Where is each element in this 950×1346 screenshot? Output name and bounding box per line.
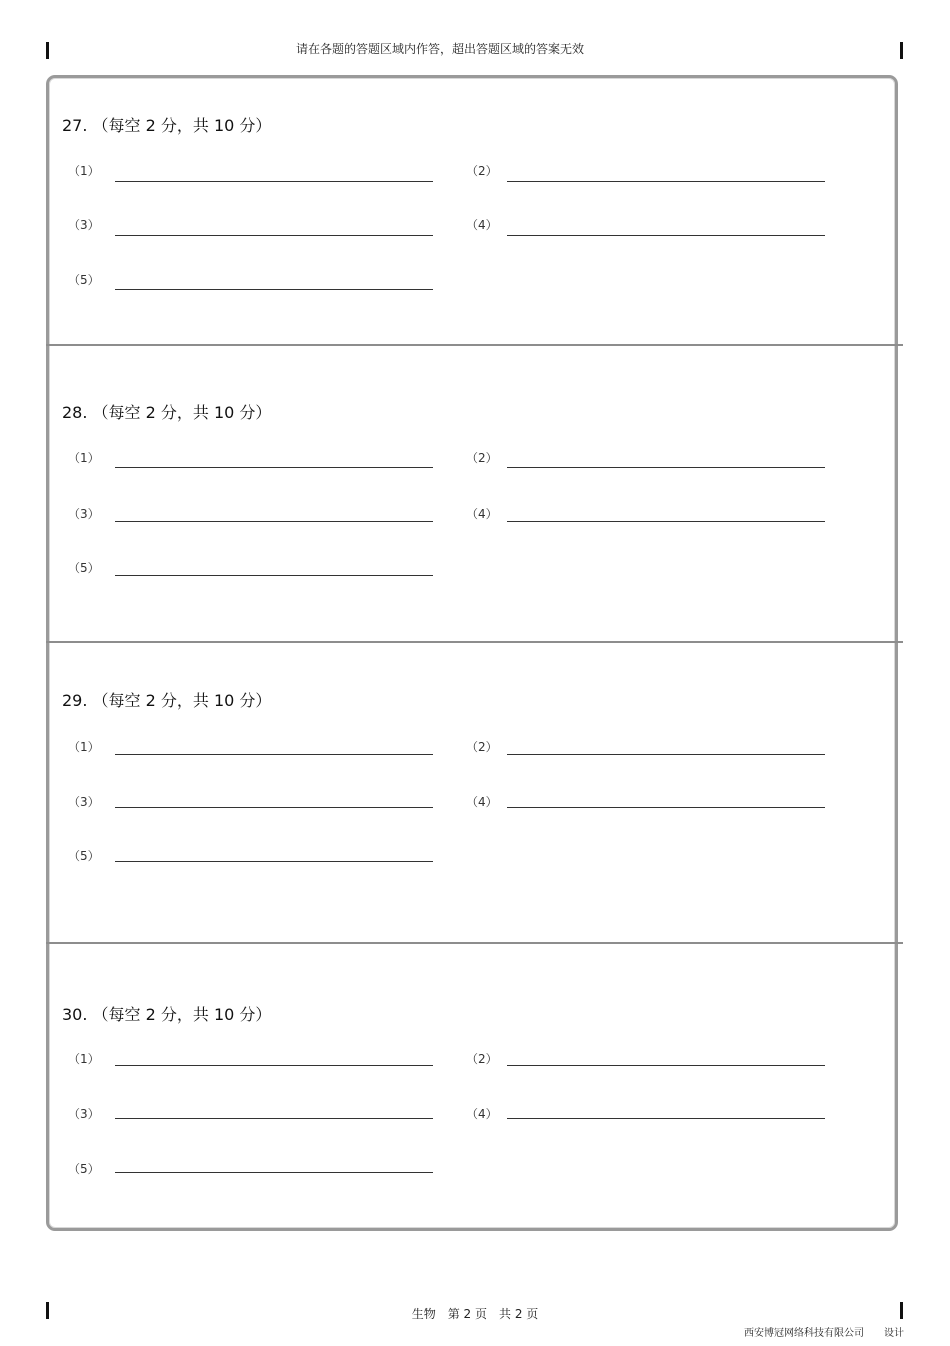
blank-label: （5） bbox=[68, 273, 100, 287]
answer-blank[interactable] bbox=[115, 754, 433, 755]
blank-label: （2） bbox=[466, 740, 498, 754]
blank-label: （1） bbox=[68, 1052, 100, 1066]
blank-label: （2） bbox=[466, 1052, 498, 1066]
answer-blank[interactable] bbox=[115, 1065, 433, 1066]
answer-blank[interactable] bbox=[115, 235, 433, 236]
answer-blank[interactable] bbox=[507, 1065, 825, 1066]
blank-label: （4） bbox=[466, 218, 498, 232]
question-title: 29. （每空 2 分，共 10 分） bbox=[62, 691, 272, 710]
question-title: 28. （每空 2 分，共 10 分） bbox=[62, 403, 272, 422]
blank-label: （3） bbox=[68, 218, 100, 232]
answer-blank[interactable] bbox=[507, 807, 825, 808]
blank-label: （3） bbox=[68, 507, 100, 521]
section-divider bbox=[46, 344, 903, 346]
registration-mark bbox=[900, 42, 903, 59]
answer-blank[interactable] bbox=[507, 1118, 825, 1119]
answer-blank[interactable] bbox=[507, 235, 825, 236]
designer-credit: 西安博冠网络科技有限公司 设计 bbox=[744, 1328, 904, 1339]
answer-blank[interactable] bbox=[115, 521, 433, 522]
blank-label: （1） bbox=[68, 164, 100, 178]
answer-blank[interactable] bbox=[115, 467, 433, 468]
answer-blank[interactable] bbox=[115, 1172, 433, 1173]
blank-label: （4） bbox=[466, 1107, 498, 1121]
answer-blank[interactable] bbox=[507, 181, 825, 182]
blank-label: （5） bbox=[68, 1162, 100, 1176]
answer-blank[interactable] bbox=[115, 861, 433, 862]
question-title: 27. （每空 2 分，共 10 分） bbox=[62, 116, 272, 135]
section-divider bbox=[46, 942, 903, 944]
blank-label: （4） bbox=[466, 795, 498, 809]
answer-area-notice: 请在各题的答题区域内作答，超出答题区域的答案无效 bbox=[295, 42, 584, 56]
blank-label: （1） bbox=[68, 740, 100, 754]
blank-label: （4） bbox=[466, 507, 498, 521]
answer-blank[interactable] bbox=[507, 521, 825, 522]
answer-blank[interactable] bbox=[115, 289, 433, 290]
blank-label: （3） bbox=[68, 1107, 100, 1121]
blank-label: （5） bbox=[68, 561, 100, 575]
answer-blank[interactable] bbox=[115, 1118, 433, 1119]
answer-blank[interactable] bbox=[507, 754, 825, 755]
answer-blank[interactable] bbox=[115, 181, 433, 182]
section-divider bbox=[46, 641, 903, 643]
blank-label: （2） bbox=[466, 164, 498, 178]
page-number: 生物 第 2 页 共 2 页 bbox=[411, 1307, 539, 1321]
blank-label: （2） bbox=[466, 451, 498, 465]
blank-label: （5） bbox=[68, 849, 100, 863]
blank-label: （3） bbox=[68, 795, 100, 809]
answer-blank[interactable] bbox=[507, 467, 825, 468]
answer-blank[interactable] bbox=[115, 575, 433, 576]
answer-blank[interactable] bbox=[115, 807, 433, 808]
blank-label: （1） bbox=[68, 451, 100, 465]
question-title: 30. （每空 2 分，共 10 分） bbox=[62, 1005, 272, 1024]
